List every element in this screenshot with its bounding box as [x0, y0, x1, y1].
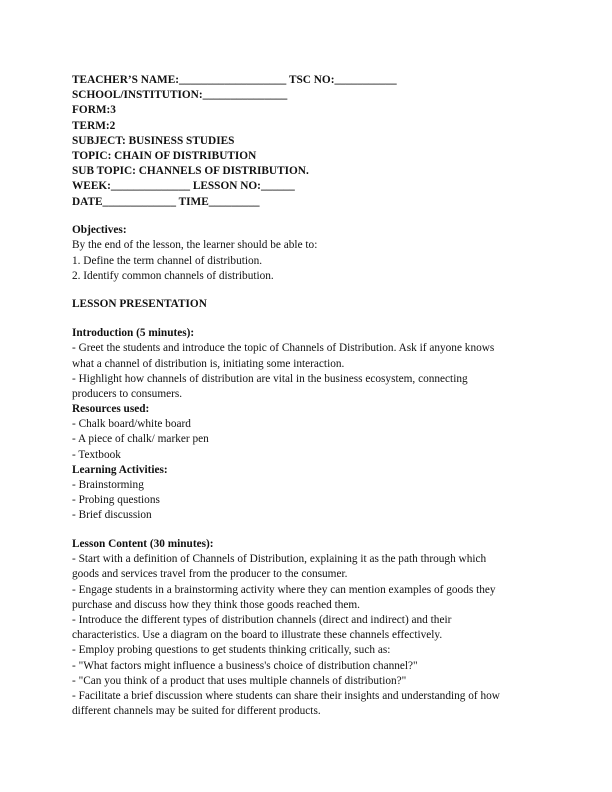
introduction-line: - Greet the students and introduce the topic of Channels of Distribution. Ask if anyone knows: [72, 342, 495, 355]
resource-item: - A piece of chalk/ marker pen: [72, 433, 209, 446]
objective-line: By the end of the lesson, the learner should be able to:: [72, 239, 318, 252]
subject-field: SUBJECT: BUSINESS STUDIES: [72, 134, 235, 147]
objectives-heading: Objectives:: [72, 224, 127, 237]
lesson-content-line: - Introduce the different types of distribution channels (direct and indirect) and their: [72, 614, 452, 626]
introduction-heading: Introduction (5 minutes):: [72, 327, 195, 340]
activities-heading: Learning Activities:: [72, 463, 168, 476]
lesson-content-heading: Lesson Content (30 minutes):: [72, 538, 214, 551]
activity-item: - Brainstorming: [72, 479, 144, 491]
resources-heading: Resources used:: [72, 403, 150, 416]
time-field: TIME_________: [178, 195, 260, 208]
lesson-content-line: - Facilitate a brief discussion where students can share their insights and understanding of how: [72, 689, 500, 702]
activity-item: - Probing questions: [72, 494, 160, 507]
week-lesson-line: [72, 179, 552, 194]
form-field: FORM:3: [72, 104, 116, 117]
lesson-content-line: characteristics. Use a diagram on the board to illustrate these channels effectively.: [72, 629, 443, 642]
lesson-no-field: LESSON NO:______: [192, 180, 295, 193]
date-field: DATE_____________: [72, 195, 176, 208]
resource-item: - Chalk board/white board: [72, 418, 191, 431]
resources-section: [72, 402, 552, 463]
lesson-content-line: - Start with a definition of Channels of Distribution, explaining it as the path through which: [72, 553, 487, 566]
lesson-content-line: - Engage students in a brainstorming activity where they can mention examples of goods they: [72, 583, 496, 596]
objective-line: 1. Define the term channel of distribution.: [72, 254, 263, 267]
week-field: WEEK:______________: [72, 180, 190, 193]
lesson-content-line: purchase and discuss how they think those goods reached them.: [72, 598, 361, 611]
introduction-line: what a channel of distribution is, initiating some interaction.: [72, 357, 345, 370]
lesson-content-line: - "Can you think of a product that uses multiple channels of distribution?": [72, 674, 407, 687]
activities-section: [72, 463, 552, 524]
teacher-tsc-line: [72, 73, 552, 88]
sub-topic-field: SUB TOPIC: CHANNELS OF DISTRIBUTION.: [72, 165, 309, 178]
lesson-plan-document: [72, 73, 552, 719]
lesson-presentation-heading: LESSON PRESENTATION: [72, 298, 207, 311]
date-time-line: [72, 195, 552, 210]
tsc-no-field: TSC NO:___________: [288, 74, 397, 86]
introduction-line: - Highlight how channels of distribution are vital in the business ecosystem, connecting: [72, 372, 468, 385]
header-block: [72, 73, 552, 210]
term-field: TERM:2: [72, 119, 116, 132]
introduction-line: producers to consumers.: [72, 387, 183, 400]
objective-line: 2. Identify common channels of distribution.: [72, 269, 274, 282]
lesson-content-line: different channels may be suited for different products.: [72, 705, 321, 718]
objectives-section: [72, 223, 552, 284]
lesson-content-section: [72, 537, 552, 719]
lesson-content-line: goods and services travel from the producer to the consumer.: [72, 568, 348, 581]
topic-field: TOPIC: CHAIN OF DISTRIBUTION: [72, 149, 257, 162]
activity-item: - Brief discussion: [72, 509, 152, 522]
lesson-content-line: - Employ probing questions to get students thinking critically, such as:: [72, 644, 391, 657]
introduction-section: [72, 326, 552, 402]
lesson-content-line: - "What factors might influence a business's choice of distribution channel?": [72, 659, 418, 672]
school-field: SCHOOL/INSTITUTION:_______________: [72, 89, 288, 102]
resource-item: - Textbook: [72, 448, 121, 461]
teacher-name-field: TEACHER’S NAME:___________________: [72, 74, 287, 86]
